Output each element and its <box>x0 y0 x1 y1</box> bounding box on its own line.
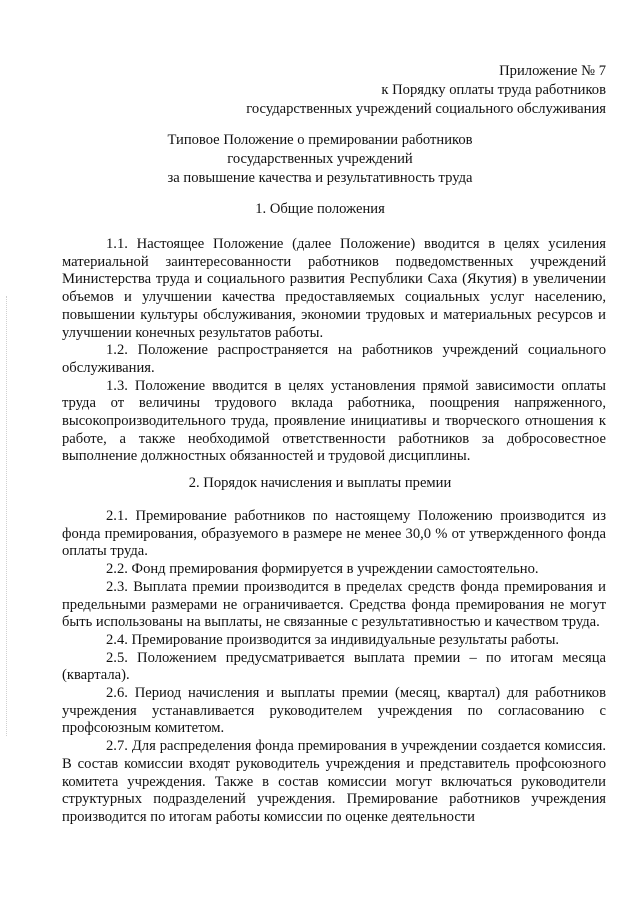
paragraph-2-3: 2.3. Выплата премии производится в пределах средств фонда премирования и предельными размерами не ограничивается. Средства фонда премирования не могут быть использованы на выплаты, не связанные с результативностью и качеством труда. <box>62 578 606 631</box>
paragraph-2-2: 2.2. Фонд премирования формируется в учреждении самостоятельно. <box>106 561 539 578</box>
annex-header <box>246 62 606 119</box>
title-line-1: Типовое Положение о премировании работников <box>167 132 473 148</box>
annex-reference-cont: государственных учреждений социального обслуживания <box>246 101 606 117</box>
section-1-body <box>62 236 606 466</box>
paragraph-2-4: 2.4. Премирование производится за индивидуальные результаты работы. <box>106 631 560 648</box>
annex-number: Приложение № 7 <box>499 63 606 79</box>
section-2-heading: 2. Порядок начисления и выплаты премии <box>188 475 452 491</box>
paragraph-2-7: 2.7. Для распределения фонда премирования в учреждении создается комиссия. В состав комиссии входят руководитель учреждения и представитель профсоюзного комитета учреждения. Также в состав комиссии могут включаться руководители структурных подразделений учреждения. Премирование работников учреждения производится по итогам работы комиссии по оценке деятельности <box>62 738 606 825</box>
annex-reference: к Порядку оплаты труда работников <box>381 82 606 98</box>
paragraph-1-2: 1.2. Положение распространяется на работников учреждений социального обслуживания. <box>62 342 606 376</box>
scan-edge-mark <box>6 296 8 736</box>
paragraph-1-3: 1.3. Положение вводится в целях установления прямой зависимости оплаты труда от величины трудового вклада работника, поощрения напряженного, высокопроизводительного труда, проявление инициативы и творческого отношения к работе, а также необходимой ответственности работников за добросовестное выполнение должностных обязанностей и трудовой дисциплины. <box>62 377 606 465</box>
title-line-3: за повышение качества и результативность труда <box>167 170 473 186</box>
section-2-body <box>62 508 606 827</box>
paragraph-2-1: 2.1. Премирование работников по настоящему Положению производится из фонда премирования, образуемого в размере не менее 30,0 % от утвержденного фонда оплаты труда. <box>62 508 606 560</box>
paragraph-2-6: 2.6. Период начисления и выплаты премии (месяц, квартал) для работников учреждения устанавливается руководителем учреждения по согласованию с профсоюзным комитетом. <box>62 685 606 737</box>
section-1-heading: 1. Общие положения <box>255 201 385 217</box>
paragraph-1-1: 1.1. Настоящее Положение (далее Положение) вводится в целях усиления материальной заинтересованности работников подведомственных учреждений Министерства труда и социального развития Республики Саха (Якутия) в увеличении объемов и улучшении качества предоставляемых социальных услуг населению, повышении культуры обслуживания, экономии трудовых и материальных ресурсов и улучшении конечных результатов работы. <box>62 236 606 341</box>
title-line-2: государственных учреждений <box>227 151 413 167</box>
paragraph-2-5: 2.5. Положением предусматривается выплата премии – по итогам месяца (квартала). <box>62 649 606 684</box>
document-title <box>0 131 640 188</box>
